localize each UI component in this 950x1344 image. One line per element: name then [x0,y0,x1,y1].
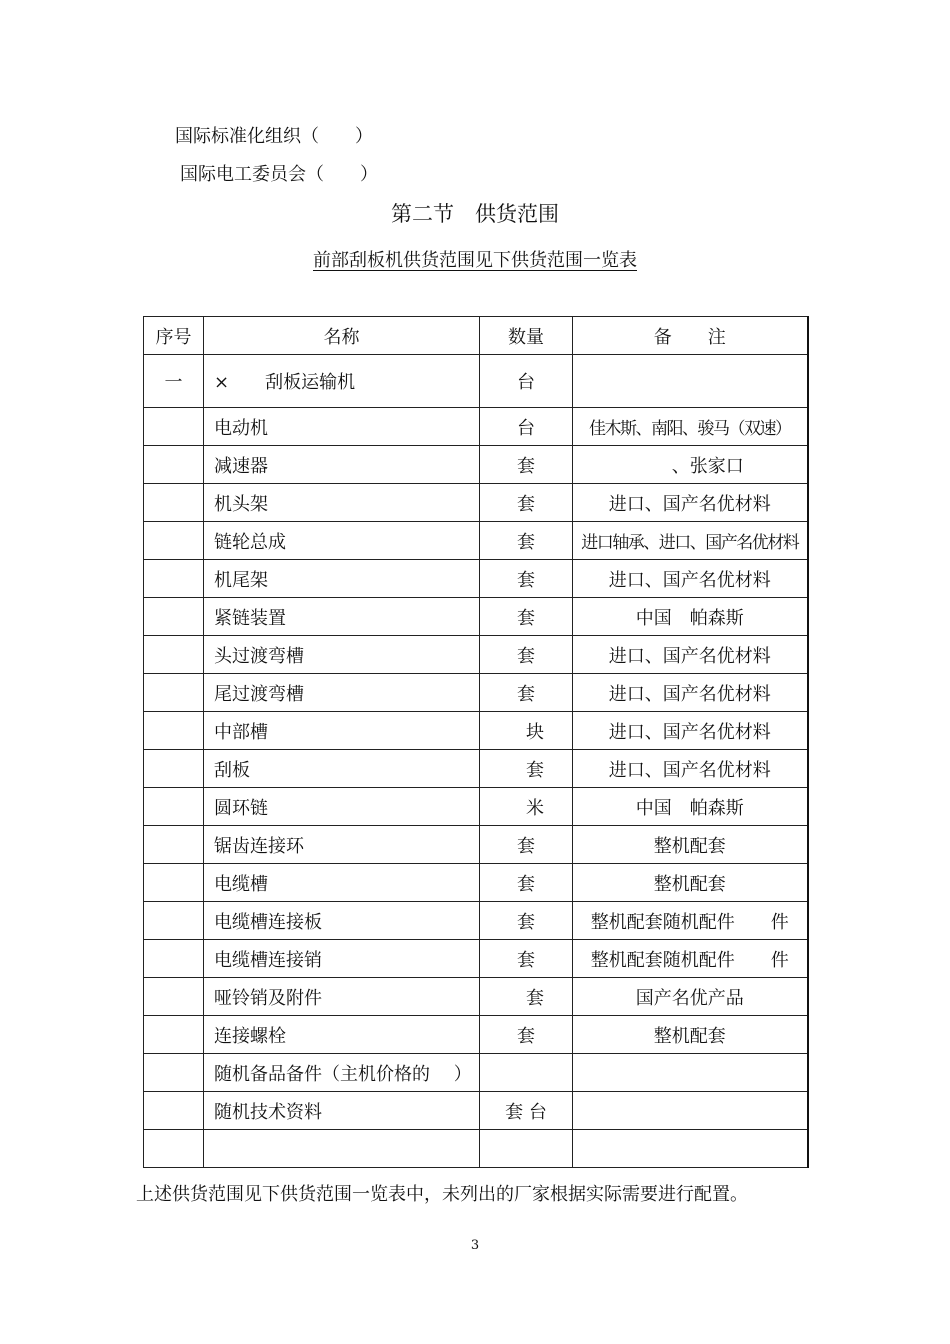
table-row [144,1016,808,1054]
footer-note: 上述供货范围见下供货范围一览表中，未列出的厂家根据实际需要进行配置。 [136,1184,748,1205]
header-name: 名称 [204,317,480,355]
cell-name: 电缆槽连接销 [204,940,480,978]
cell-name: 机头架 [204,484,480,522]
cell-name: 紧链装置 [204,598,480,636]
cell-name: 电缆槽 [204,864,480,902]
page-number: 3 [470,1238,480,1253]
cell-qty [480,1054,573,1092]
cell-qty: 块 [480,712,573,750]
cell-name: 随机技术资料 [204,1092,480,1130]
table-row [144,902,808,940]
cell-name: 中部槽 [204,712,480,750]
cell-seq: 一 [144,355,204,408]
cell-note: 整机配套 [573,864,808,902]
table-header-row [144,317,808,355]
table-row [144,1092,808,1130]
cell-qty: 套 [480,750,573,788]
cell-name: 哑铃销及附件 [204,978,480,1016]
cell-seq [144,484,204,522]
cell-seq [144,598,204,636]
cell-name: 锯齿连接环 [204,826,480,864]
cell-name: 尾过渡弯槽 [204,674,480,712]
cell-name: 电缆槽连接板 [204,902,480,940]
cell-name: 链轮总成 [204,522,480,560]
cell-qty: 套 [480,598,573,636]
cell-name: 头过渡弯槽 [204,636,480,674]
cell-qty: 套 [480,978,573,1016]
cell-seq [144,636,204,674]
cell-name: 圆环链 [204,788,480,826]
table-row [144,636,808,674]
cell-seq [144,978,204,1016]
cell-seq [144,674,204,712]
cell-qty: 套 [480,522,573,560]
cell-qty: 台 [480,408,573,446]
cell-note: 进口、国产名优材料 [573,636,808,674]
cell-note: 进口轴承、进口、国产名优材料 [573,522,808,560]
table-row [144,674,808,712]
header-note: 备 注 [573,317,808,355]
cell-note: 进口、国产名优材料 [573,712,808,750]
table-caption-text: 前部刮板机供货范围见下供货范围一览表 [313,250,637,271]
cell-note [573,1130,808,1168]
cell-qty [480,1130,573,1168]
cell-qty: 套 [480,446,573,484]
cell-seq [144,940,204,978]
table-row [144,408,808,446]
table-row [144,446,808,484]
cell-note: 整机配套 [573,1016,808,1054]
cell-seq [144,560,204,598]
header-qty: 数量 [480,317,573,355]
cell-note [573,1092,808,1130]
header-seq: 序号 [144,317,204,355]
cell-seq [144,1016,204,1054]
table-row [144,788,808,826]
cell-note [573,355,808,408]
cell-seq [144,522,204,560]
cell-note: 整机配套随机配件 件 [573,940,808,978]
table-row [144,978,808,1016]
cell-qty: 套 台 [480,1092,573,1130]
cell-note: 进口、国产名优材料 [573,560,808,598]
cell-seq [144,902,204,940]
table-row [144,1130,808,1168]
cell-seq [144,1092,204,1130]
cell-note: 中国 帕森斯 [573,788,808,826]
table-row [144,484,808,522]
table-row [144,598,808,636]
cell-qty: 套 [480,902,573,940]
cell-qty: 套 [480,1016,573,1054]
cell-qty: 套 [480,674,573,712]
cell-qty: 套 [480,484,573,522]
cell-qty: 米 [480,788,573,826]
section-heading: 第二节 供货范围 [391,202,559,226]
cell-name: 电动机 [204,408,480,446]
table-row [144,522,808,560]
cell-note [573,1054,808,1092]
supply-scope-table [143,316,809,1168]
cell-note: 国产名优产品 [573,978,808,1016]
cell-seq [144,1130,204,1168]
cell-note: 整机配套 [573,826,808,864]
cell-note: 、张家口 [573,446,808,484]
cell-seq [144,864,204,902]
cell-note: 佳木斯、南阳、骏马（双速） [573,408,808,446]
table-row [144,864,808,902]
cell-name: 随机备品备件（主机价格的 ） [204,1054,480,1092]
cell-qty: 套 [480,560,573,598]
table-row [144,826,808,864]
org-line-iso: 国际标准化组织（ ） [175,126,373,147]
cell-seq [144,826,204,864]
cell-qty: 套 [480,940,573,978]
cell-name: 刮板 [204,750,480,788]
org-line-iec: 国际电工委员会（ ） [180,164,378,185]
table-row [144,712,808,750]
cell-note: 中国 帕森斯 [573,598,808,636]
table-row [144,750,808,788]
cell-seq [144,408,204,446]
cell-name: 减速器 [204,446,480,484]
cell-name: 机尾架 [204,560,480,598]
cell-seq [144,1054,204,1092]
cell-name: × 刮板运输机 [204,355,480,408]
cell-name: 连接螺栓 [204,1016,480,1054]
cell-note: 进口、国产名优材料 [573,484,808,522]
cell-qty: 套 [480,636,573,674]
table-row [144,560,808,598]
cell-qty: 套 [480,826,573,864]
cell-seq [144,712,204,750]
cell-note: 进口、国产名优材料 [573,750,808,788]
cell-qty: 台 [480,355,573,408]
cell-seq [144,750,204,788]
table-caption [0,246,950,272]
cell-seq [144,788,204,826]
cell-seq [144,446,204,484]
cell-note: 进口、国产名优材料 [573,674,808,712]
table-row [144,1054,808,1092]
table-row [144,355,808,408]
cell-name [204,1130,480,1168]
cell-qty: 套 [480,864,573,902]
table-row [144,940,808,978]
cell-note: 整机配套随机配件 件 [573,902,808,940]
